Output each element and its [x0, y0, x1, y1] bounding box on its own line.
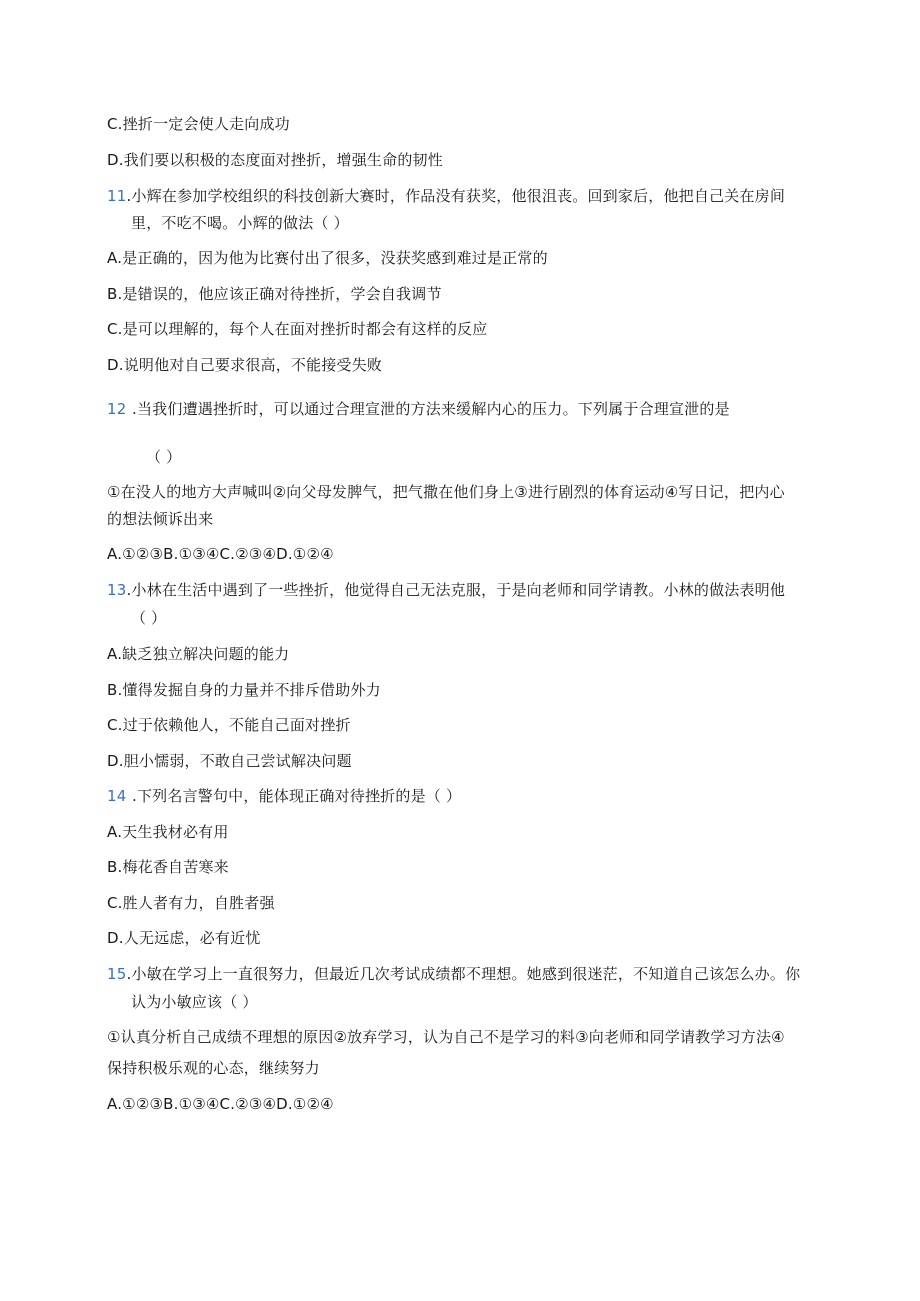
q13-stem-text: .小林在生活中遇到了一些挫折，他觉得自己无法克服，于是向老师和同学请教。小林的做法表明他: [126, 581, 786, 599]
q14-stem-text: .下列名言警句中，能体现正确对待挫折的是（ ）: [132, 787, 462, 805]
q15-stem-line1: [107, 964, 800, 984]
q15-options: A.①②③B.①③④C.②③④D.①②④: [107, 1095, 334, 1113]
q13-option-a: A.缺乏独立解决问题的能力: [107, 645, 290, 663]
q11-number: 11: [107, 187, 127, 205]
q15-items-line2: 保持积极乐观的心态，继续努力: [107, 1059, 320, 1077]
q12-number: 12: [107, 400, 127, 418]
q12-items-line1: ①在没人的地方大声喊叫②向父母发脾气，把气撒在他们身上③进行剧烈的体育运动④写日记，把内心: [107, 483, 785, 501]
q14-option-c: C.胜人者有力，自胜者强: [107, 894, 275, 912]
q11-stem-text: .小辉在参加学校组织的科技创新大赛时，作品没有获奖，他很沮丧。回到家后，他把自己关在房间: [126, 187, 786, 205]
q12-stem-line2: （ ）: [146, 448, 182, 466]
q10-option-d: D.我们要以积极的态度面对挫折，增强生命的韧性: [107, 151, 443, 169]
q14-option-b: B.梅花香自苦寒来: [107, 858, 229, 876]
q12-stem-line1: [107, 399, 730, 419]
q15-stem-text: .小敏在学习上一直很努力，但最近几次考试成绩都不理想。她感到很迷茫，不知道自己该怎么办。你: [126, 965, 801, 983]
q14-option-d: D.人无远虑，必有近忧: [107, 929, 261, 947]
q10-option-c: C.挫折一定会使人走向成功: [107, 115, 290, 133]
q11-option-d: D.说明他对自己要求很高，不能接受失败: [107, 356, 383, 374]
q15-items-line1: ①认真分析自己成绩不理想的原因②放弃学习，认为自己不是学习的料③向老师和同学请教学习方法④: [107, 1028, 785, 1046]
q12-options: A.①②③B.①③④C.②③④D.①②④: [107, 545, 334, 563]
q13-option-c: C.过于依赖他人，不能自己面对挫折: [107, 716, 351, 734]
q13-stem-line2: （ ）: [131, 609, 167, 627]
q11-option-c: C.是可以理解的，每个人在面对挫折时都会有这样的反应: [107, 320, 488, 338]
q13-option-b: B.懂得发掘自身的力量并不排斥借助外力: [107, 681, 381, 699]
q11-stem-line1: [107, 186, 785, 206]
q14-option-a: A.天生我材必有用: [107, 823, 229, 841]
q13-stem-line1: [107, 580, 785, 600]
q12-stem-text: .当我们遭遇挫折时，可以通过合理宣泄的方法来缓解内心的压力。下列属于合理宣泄的是: [132, 400, 730, 418]
q13-option-d: D.胆小懦弱，不敢自己尝试解决问题: [107, 752, 352, 770]
q14-number: 14: [107, 787, 127, 805]
q11-stem-line2: 里，不吃不喝。小辉的做法（ ）: [131, 214, 349, 232]
q11-option-a: A.是正确的，因为他为比赛付出了很多，没获奖感到难过是正常的: [107, 249, 548, 267]
q15-stem-line2: 认为小敏应该（ ）: [131, 993, 258, 1011]
q12-items-line2: 的想法倾诉出来: [107, 510, 214, 528]
q13-number: 13: [107, 581, 127, 599]
q15-number: 15: [107, 965, 127, 983]
q14-stem-line1: [107, 786, 461, 806]
q11-option-b: B.是错误的，他应该正确对待挫折，学会自我调节: [107, 285, 442, 303]
